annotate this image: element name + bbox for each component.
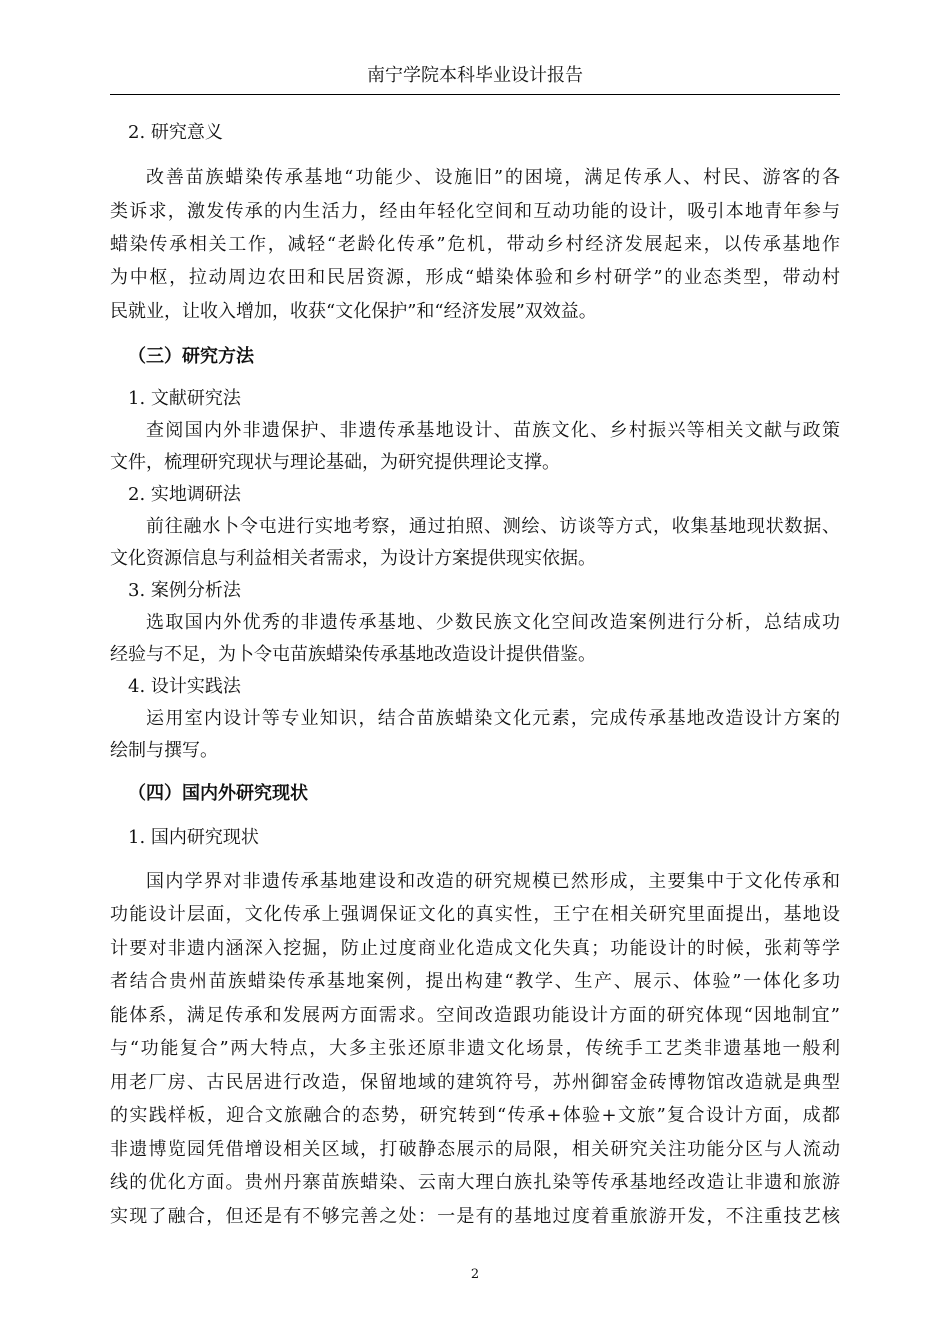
paragraph-line: 文化资源信息与利益相关者需求，为设计方案提供现实依据。 (110, 548, 596, 569)
paragraph-line: 非遗博览园凭借增设相关区域，打破静态展示的局限，相关研究关注功能分区与人流动 (110, 1139, 840, 1160)
method-heading: 3. 案例分析法 (128, 580, 241, 601)
paragraph-line: 为中枢，拉动周边农田和民居资源，形成“蜡染体验和乡村研学”的业态类型，带动村 (110, 267, 840, 288)
paragraph-line: 民就业，让收入增加，收获“文化保护”和“经济发展”双效益。 (110, 301, 597, 322)
paragraph-line: 查阅国内外非遗保护、非遗传承基地设计、苗族文化、乡村振兴等相关文献与政策 (146, 420, 840, 441)
paragraph-line: 线的优化方面。贵州丹寨苗族蜡染、云南大理白族扎染等传承基地经改造让非遗和旅游 (110, 1172, 840, 1193)
paragraph-line: 文件，梳理研究现状与理论基础，为研究提供理论支撑。 (110, 452, 560, 473)
paragraph-line: 绘制与撰写。 (110, 740, 218, 761)
section-heading-status: （四）国内外研究现状 (128, 783, 308, 804)
page-number: 2 (470, 1267, 480, 1282)
paragraph-line: 者结合贵州苗族蜡染传承基地案例，提出构建“教学、生产、展示、体验”一体化多功 (110, 971, 840, 992)
paragraph-line: 蜡染传承相关工作，减轻“老龄化传承”危机，带动乡村经济发展起来，以传承基地作 (110, 234, 840, 255)
method-heading: 2. 实地调研法 (128, 484, 241, 505)
paragraph-line: 国内学界对非遗传承基地建设和改造的研究规模已然形成，主要集中于文化传承和 (146, 871, 840, 892)
paragraph-line: 经验与不足，为卜令屯苗族蜡染传承基地改造设计提供借鉴。 (110, 644, 596, 665)
paragraph-line: 用老厂房、古民居进行改造，保留地域的建筑符号，苏州御窑金砖博物馆改造就是典型 (110, 1072, 840, 1093)
paragraph-line: 改善苗族蜡染传承基地“功能少、设施旧”的困境，满足传承人、村民、游客的各 (146, 167, 840, 188)
page-header: 南宁学院本科毕业设计报告 (367, 65, 583, 86)
paragraph-line: 实现了融合，但还是有不够完善之处：一是有的基地过度着重旅游开发，不注重技艺核 (110, 1206, 840, 1227)
paragraph-line: 功能设计层面，文化传承上强调保证文化的真实性，王宁在相关研究里面提出，基地设 (110, 904, 840, 925)
header-rule (110, 94, 840, 95)
subsection-heading-significance: 2. 研究意义 (128, 122, 223, 143)
paragraph-line: 与“功能复合”两大特点，大多主张还原非遗文化场景，传统手工艺类非遗基地一般利 (110, 1038, 840, 1059)
paragraph-line: 的实践样板，迎合文旅融合的态势，研究转到“传承+体验+文旅”复合设计方面，成都 (110, 1105, 840, 1126)
paragraph-line: 选取国内外优秀的非遗传承基地、少数民族文化空间改造案例进行分析，总结成功 (146, 612, 840, 633)
section-heading-methods: （三）研究方法 (128, 346, 254, 367)
paragraph-line: 前往融水卜令屯进行实地考察，通过拍照、测绘、访谈等方式，收集基地现状数据、 (146, 516, 840, 537)
paragraph-line: 运用室内设计等专业知识，结合苗族蜡染文化元素，完成传承基地改造设计方案的 (146, 708, 840, 729)
method-heading: 4. 设计实践法 (128, 676, 241, 697)
paragraph-line: 能体系，满足传承和发展两方面需求。空间改造跟功能设计方面的研究体现“因地制宜” (110, 1005, 840, 1026)
paragraph-line: 类诉求，激发传承的内生活力，经由年轻化空间和互动功能的设计，吸引本地青年参与 (110, 201, 840, 222)
method-heading: 1. 文献研究法 (128, 388, 241, 409)
subsection-heading-domestic: 1. 国内研究现状 (128, 827, 259, 848)
paragraph-line: 计要对非遗内涵深入挖掘，防止过度商业化造成文化失真；功能设计的时候，张莉等学 (110, 938, 840, 959)
